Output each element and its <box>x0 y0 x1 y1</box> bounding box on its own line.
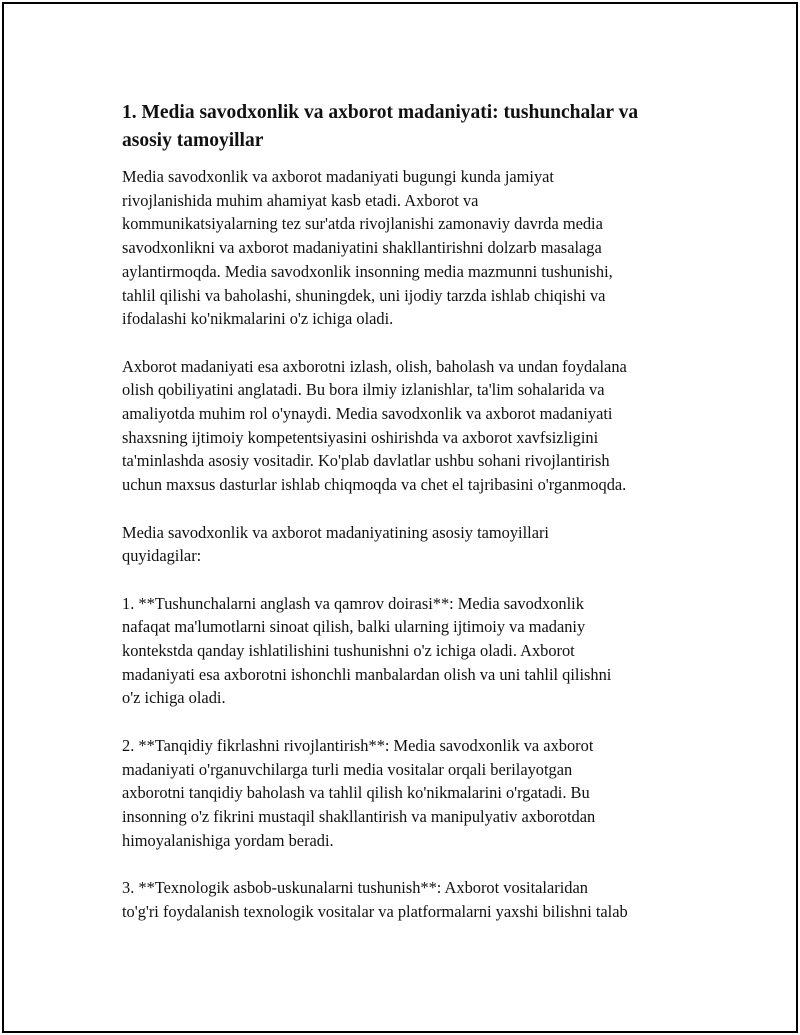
paragraph-principles-intro <box>122 521 697 568</box>
text-line: madaniyati o'rganuvchilarga turli media vositalar orqali berilayotgan <box>122 759 573 779</box>
text-line: shaxsning ijtimoiy kompetentsiyasini oshirishda va axborot xavfsizligini <box>122 427 599 447</box>
document-body <box>122 99 697 947</box>
text-line: uchun maxsus dasturlar ishlab chiqmoqda va chet el tajribasini o'rganmoqda. <box>122 475 627 495</box>
text-line: savodxonlikni va axborot madaniyatini shakllantirishni dolzarb masalaga <box>122 238 602 258</box>
text-line: insonning o'z fikrini mustaqil shakllantirish va manipulyativ axborotdan <box>122 806 596 826</box>
text-line: to'g'ri foydalanish texnologik vositalar va platformalarni yaxshi bilishni talab <box>122 901 628 921</box>
text-line: nafaqat ma'lumotlarni sinoat qilish, balki ularning ijtimoiy va madaniy <box>122 617 586 637</box>
text-line: Media savodxonlik va axborot madaniyati bugungi kunda jamiyat <box>122 167 554 186</box>
text-line: Axborot madaniyati esa axborotni izlash, olish, baholash va undan foydalana <box>122 356 627 376</box>
text-line: axborotni tanqidiy baholash va tahlil qilish ko'nikmalarini o'rgatadi. Bu <box>122 783 590 803</box>
text-line: 3. **Texnologik asbob-uskunalarni tushunish**: Axborot vositalaridan <box>122 878 588 898</box>
section-heading <box>122 99 697 155</box>
text-line: himoyalanishiga yordam beradi. <box>122 830 334 850</box>
list-item-principle-3 <box>122 876 697 923</box>
text-line: amaliyotda muhim rol o'ynaydi. Media savodxonlik va axborot madaniyati <box>122 404 613 424</box>
text-line: kommunikatsiyalarning tez sur'atda rivojlanishi zamonaviy davrda media <box>122 214 603 234</box>
paragraph-intro <box>122 165 697 331</box>
text-line: quyidagilar: <box>122 546 202 566</box>
text-line: kontekstda qanday ishlatilishini tushunishni o'z ichiga oladi. Axborot <box>122 641 575 661</box>
text-line: 1. **Tushunchalarni anglash va qamrov doirasi**: Media savodxonlik <box>122 593 584 613</box>
heading-line: asosiy tamoyillar <box>122 130 264 151</box>
page-frame <box>2 2 798 1033</box>
text-line: olish qobiliyatini anglatadi. Bu bora ilmiy izlanishlar, ta'lim sohalarida va <box>122 380 605 400</box>
text-line: ifodalashi ko'nikmalarini o'z ichiga oladi. <box>122 309 394 329</box>
text-line: o'z ichiga oladi. <box>122 688 226 708</box>
paragraph-information-culture <box>122 355 697 497</box>
text-line: rivojlanishida muhim ahamiyat kasb etadi. Axborot va <box>122 190 479 210</box>
text-line: 2. **Tanqidiy fikrlashni rivojlantirish**: Media savodxonlik va axborot <box>122 735 594 755</box>
text-line: tahlil qilishi va baholashi, shuningdek, uni ijodiy tarzda ishlab chiqishi va <box>122 285 606 305</box>
heading-line: 1. Media savodxonlik va axborot madaniyati: tushunchalar va <box>122 102 639 123</box>
text-line: aylantirmoqda. Media savodxonlik insonning media mazmunni tushunishi, <box>122 261 613 281</box>
list-item-principle-2 <box>122 734 697 853</box>
text-line: madaniyati esa axborotni ishonchli manbalardan olish va uni tahlil qilishni <box>122 664 612 684</box>
text-line: ta'minlashda asosiy vositadir. Ko'plab davlatlar ushbu sohani rivojlantirish <box>122 451 610 471</box>
list-item-principle-1 <box>122 592 697 711</box>
text-line: Media savodxonlik va axborot madaniyatining asosiy tamoyillari <box>122 522 549 542</box>
